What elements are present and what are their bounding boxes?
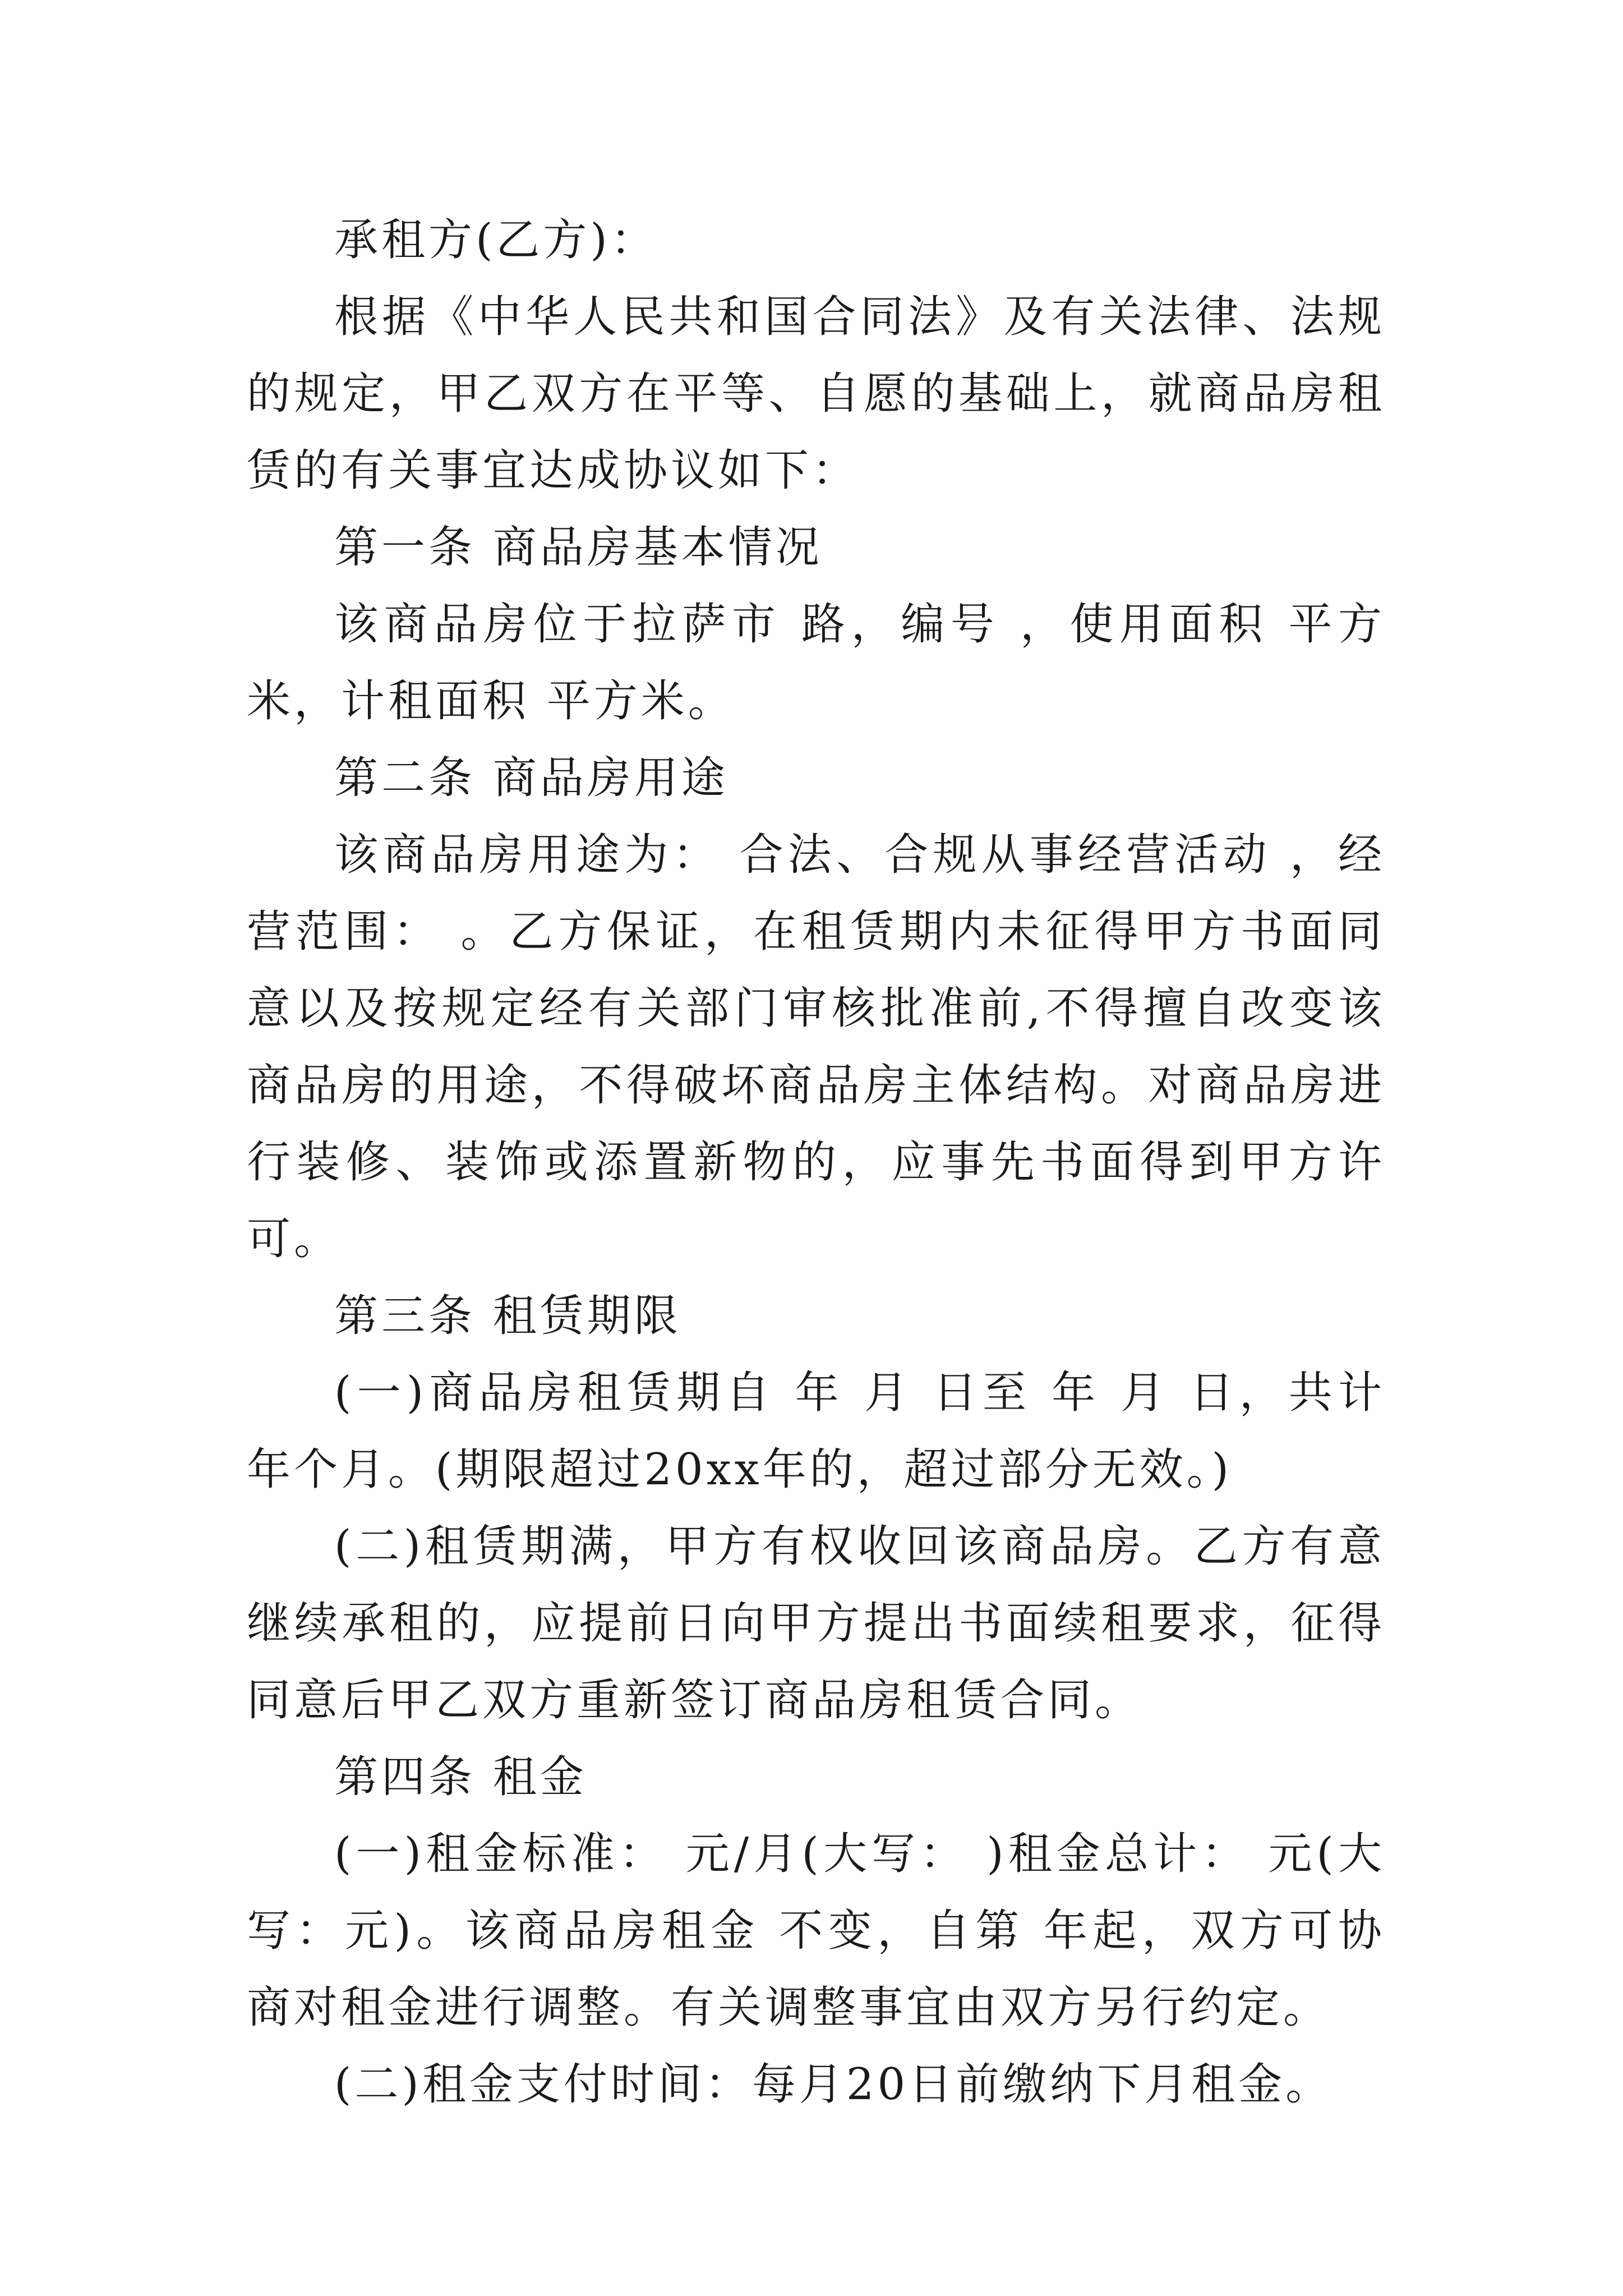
paragraph-preamble: 根据《中华人民共和国合同法》及有关法律、法规的规定，甲乙双方在平等、自愿的基础上，就商品房租赁的有关事宜达成协议如下： bbox=[247, 292, 1385, 496]
article-1-heading: 第一条 商品房基本情况 bbox=[334, 522, 823, 573]
article-2-heading: 第二条 商品房用途 bbox=[334, 753, 728, 803]
document-page bbox=[247, 202, 1403, 2123]
article-4-clause-1: (一)租金标准： 元/月(大写： )租金总计： 元(大写：元)。该商品房租金 不变，自第 年起，双方可协商对租金进行调整。有关调整事宜由双方另行约定。 bbox=[247, 1829, 1385, 2033]
article-4-heading: 第四条 租金 bbox=[334, 1752, 587, 1802]
article-1-body: 该商品房位于拉萨市 路，编号 ，使用面积 平方米，计租面积 平方米。 bbox=[247, 599, 1385, 726]
article-3-heading: 第三条 租赁期限 bbox=[334, 1291, 681, 1341]
article-3-clause-1: (一)商品房租赁期自 年 月 日至 年 月 日，共计 年个月。(期限超过20xx年的，超过部分无效。) bbox=[247, 1368, 1403, 1495]
paragraph-lessee: 承租方(乙方)： bbox=[334, 215, 658, 265]
article-4-clause-2: (二)租金支付时间：每月20日前缴纳下月租金。 bbox=[334, 2059, 1333, 2110]
article-3-clause-2: (二)租赁期满，甲方有权收回该商品房。乙方有意继续承租的，应提前日向甲方提出书面续租要求，征得同意后甲乙双方重新签订商品房租赁合同。 bbox=[247, 1521, 1385, 1726]
article-2-body: 该商品房用途为： 合法、合规从事经营活动 ，经营范围： 。乙方保证，在租赁期内未征得甲方书面同意以及按规定经有关部门审核批准前,不得擅自改变该商品房的用途，不得破坏商品房主体结构。对商品房进行装修、装饰或添置新物的，应事先书面得到甲方许可。 bbox=[247, 830, 1385, 1264]
